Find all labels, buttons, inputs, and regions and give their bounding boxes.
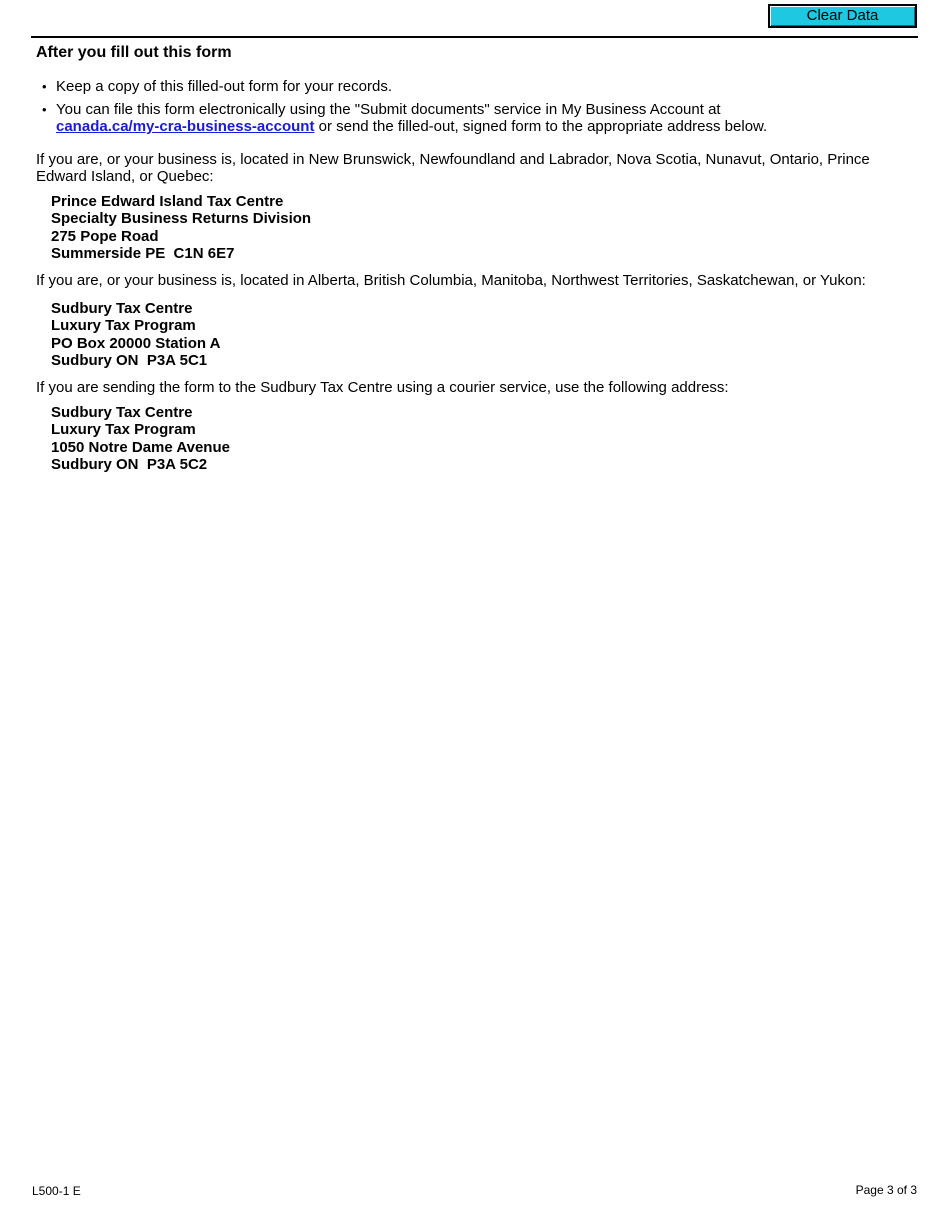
bullet-icon: • [42,79,47,94]
bullet-text: Keep a copy of this filled-out form for your records. [56,78,392,95]
west-intro: If you are, or your business is, located in Alberta, British Columbia, Manitoba, Northwest Territories, Saskatchewan, or Yukon: [36,272,866,289]
address-line: Summerside PE C1N 6E7 [51,244,235,262]
address-line: Sudbury Tax Centre [51,300,193,317]
list-item [36,78,916,95]
bullet-text-suffix: or send the filled-out, signed form to the appropriate address below. [314,118,768,135]
list-item [36,101,916,135]
address-line: Luxury Tax Program [51,317,196,335]
address-line: Specialty Business Returns Division [51,210,312,228]
form-id: L500-1 E [32,1184,81,1198]
bullet-icon: • [42,102,47,117]
address-line: Luxury Tax Program [51,421,196,439]
instructions-list [36,78,916,141]
clear-data-button[interactable]: Clear Data [768,4,917,28]
bullet-text: You can file this form electronically using the "Submit documents" service in My Business Account at [56,101,721,118]
courier-intro: If you are sending the form to the Sudbury Tax Centre using a courier service, use the following address: [36,379,729,396]
section-heading: After you fill out this form [36,44,232,61]
address-line: 1050 Notre Dame Avenue [51,438,230,456]
address-line: Prince Edward Island Tax Centre [51,193,284,210]
east-intro: If you are, or your business is, located in New Brunswick, Newfoundland and Labrador, Nova Scotia, Nunavut, Ontario, Prince Edward Island, or Quebec: [36,151,870,185]
address-line: Sudbury ON P3A 5C1 [51,351,208,369]
page-number: Page 3 of 3 [855,1183,917,1197]
address-line: Sudbury Tax Centre [51,404,193,421]
my-business-account-link[interactable]: canada.ca/my-cra-business-account [56,118,315,135]
address-line: 275 Pope Road [51,227,159,245]
top-divider [31,36,918,38]
address-line: Sudbury ON P3A 5C2 [51,455,208,473]
address-line: PO Box 20000 Station A [51,334,221,352]
west-address [51,300,221,369]
courier-address [51,404,230,473]
east-address [51,193,311,262]
